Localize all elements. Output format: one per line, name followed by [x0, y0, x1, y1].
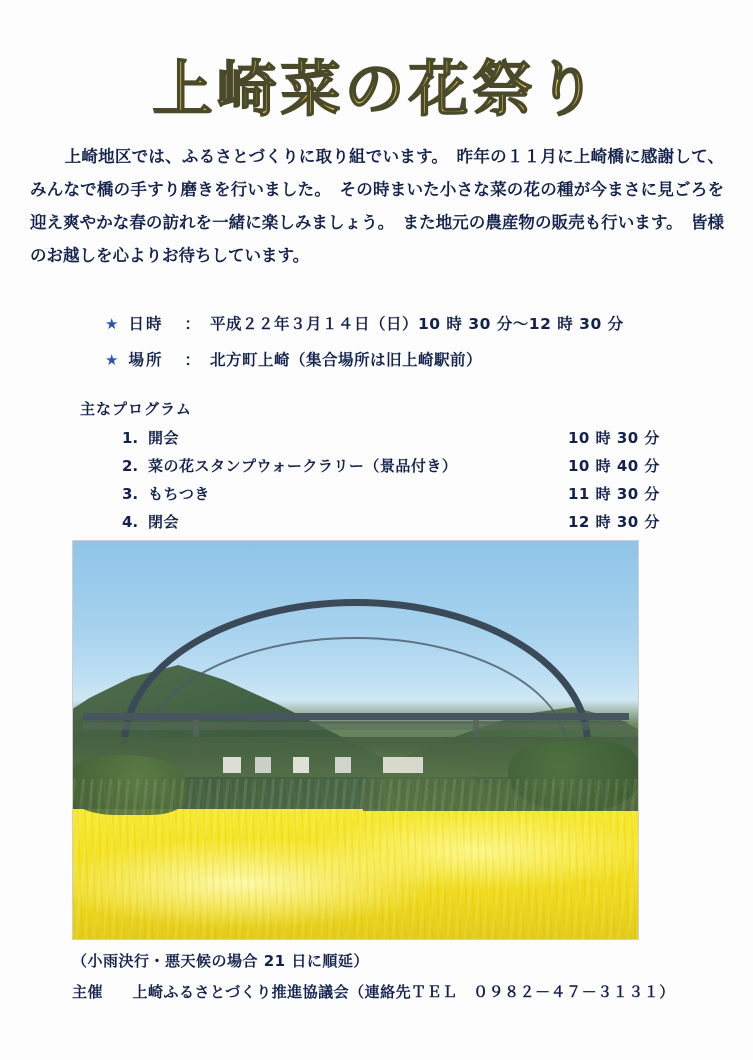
bridge-deck-shadow-shape [83, 722, 629, 730]
weather-note: （小雨決行・悪天候の場合 21 日に順延） [72, 952, 369, 970]
info-label-datetime: 日時 [128, 315, 164, 333]
program-item-time: 12 時 30 分 [568, 513, 660, 531]
program-item-time: 10 時 40 分 [568, 457, 660, 475]
info-line-location [105, 348, 725, 370]
info-value-datetime: 平成２２年３月１４日（日）10 時 30 分～12 時 30 分 [209, 315, 624, 333]
program-item-name: 開会 [148, 429, 180, 447]
footer-section [72, 950, 712, 1002]
program-heading: 主なプログラム [80, 400, 192, 418]
photo-bridge-and-rapeseed-field [72, 540, 639, 940]
program-item-time: 11 時 30 分 [568, 485, 660, 503]
info-label-location: 場所 [128, 351, 164, 369]
photo-background [73, 541, 638, 939]
info-line-datetime [105, 312, 725, 334]
rapeseed-field-texture [73, 779, 638, 939]
program-item [122, 427, 680, 448]
info-colon-location: ： [184, 351, 200, 369]
intro-paragraph: 上崎地区では、ふるさとづくりに取り組でいます。 昨年の１１月に上崎橋に感謝して、みんなで橋の手すり磨きを行いました。 その時まいた小さな菜の花の種が今まさに見ごろを迎え爽やかな春の訪れを一緒に楽しみましょう。 また地元の農産物の販売も行います。 皆様のお越しを心よりお待ちしています。 [30, 147, 724, 265]
houses-shape [223, 757, 423, 773]
program-item-number: 1. [122, 429, 139, 447]
program-item [122, 455, 680, 476]
program-item [122, 483, 680, 504]
star-icon: ★ [105, 315, 119, 333]
program-item [122, 511, 680, 532]
info-colon-datetime: ： [184, 315, 200, 333]
program-item-name: もちつき [148, 485, 210, 503]
program-section [80, 398, 680, 539]
star-icon: ★ [105, 351, 119, 369]
organizer-label: 主催 [72, 983, 104, 1001]
program-item-number: 2. [122, 457, 139, 475]
program-item-number: 4. [122, 513, 139, 531]
program-item-time: 10 時 30 分 [568, 429, 660, 447]
organizer-line [72, 981, 712, 1002]
bridge-deck-shape [83, 713, 629, 720]
event-info-block [105, 312, 725, 384]
program-item-name: 閉会 [148, 513, 180, 531]
program-item-number: 3. [122, 485, 139, 503]
info-value-location: 北方町上崎（集合場所は旧上崎駅前） [209, 351, 482, 369]
program-item-name: 菜の花スタンプウォークラリー（景品付き） [148, 457, 458, 475]
page-title: 上崎菜の花祭り [152, 55, 601, 125]
organizer-name-and-contact: 上崎ふるさとづくり推進協議会（連絡先ＴＥＬ ０９８２－４７－３１３１） [132, 983, 675, 1001]
